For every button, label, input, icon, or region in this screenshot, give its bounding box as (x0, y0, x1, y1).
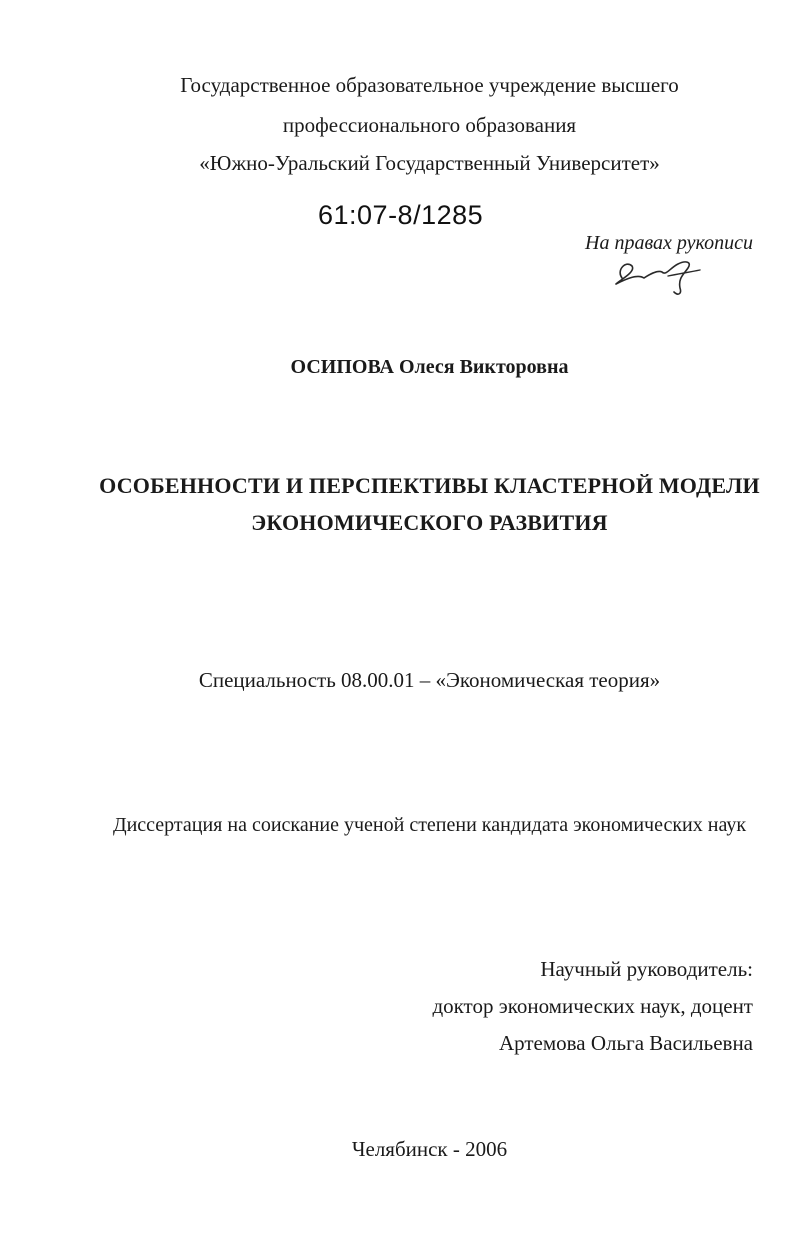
specialty-line: Специальность 08.00.01 – «Экономическая теория» (198, 668, 661, 692)
author-name: ОСИПОВА Олеся Викторовна (290, 356, 569, 378)
institution-line-1: Государственное образовательное учреждение высшего (180, 73, 679, 97)
thesis-title-line-1: ОСОБЕННОСТИ И ПЕРСПЕКТИВЫ КЛАСТЕРНОЙ МОДЕЛИ (99, 473, 760, 498)
catalog-code-stamp: 61:07-8/1285 (318, 200, 484, 230)
supervisor-degree: доктор экономических наук, доцент (432, 994, 753, 1018)
city-year: Челябинск - 2006 (351, 1137, 508, 1161)
dissertation-statement: Диссертация на соискание ученой степени кандидата экономических наук (112, 814, 747, 836)
supervisor-name: Артемова Ольга Васильевна (498, 1031, 753, 1055)
institution-line-2: профессионального образования (282, 113, 577, 137)
thesis-title-line-2: ЭКОНОМИЧЕСКОГО РАЗВИТИЯ (251, 510, 608, 535)
supervisor-label: Научный руководитель: (540, 957, 753, 981)
handwritten-signature (608, 248, 704, 298)
institution-line-3: «Южно-Уральский Государственный Университет» (199, 151, 660, 175)
rights-note: На правах рукописи (585, 232, 753, 254)
